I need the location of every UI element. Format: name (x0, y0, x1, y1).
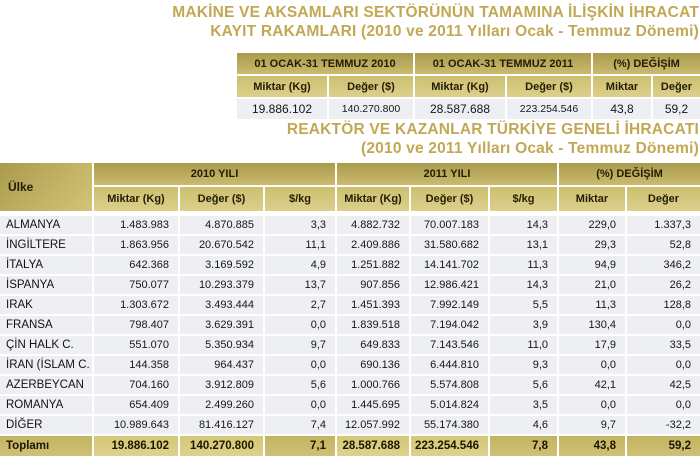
table-row (0, 296, 700, 314)
country-cell: ROMANYA (0, 396, 92, 414)
country-export-table-header (0, 163, 700, 211)
column-header-deger-2011: Değer ($) (507, 76, 591, 97)
column-header-miktar-change: Miktar (593, 76, 651, 97)
total-value-cell: 7,8 (490, 436, 557, 456)
country-export-table-body (0, 216, 700, 434)
country-cell: FRANSA (0, 316, 92, 334)
value-cell: 42,1 (559, 376, 625, 394)
table-row (0, 396, 700, 414)
column-header-miktar-2010: Miktar (Kg) (94, 187, 178, 211)
value-cell: 551.070 (94, 336, 178, 354)
column-header-deger-2010: Değer ($) (180, 187, 263, 211)
value-cell: 0,0 (559, 356, 625, 374)
value-cell: 649.833 (337, 336, 409, 354)
value-cell: 346,2 (627, 256, 700, 274)
column-group-2010: 01 OCAK-31 TEMMUZ 2010 (237, 53, 413, 74)
value-cell: 223.254.546 (507, 99, 591, 119)
value-cell: 1.451.393 (337, 296, 409, 314)
total-row (0, 436, 700, 456)
column-header-miktar-2010: Miktar (Kg) (237, 76, 327, 97)
value-cell: 55.174.380 (411, 416, 488, 434)
value-cell: 0,0 (265, 356, 335, 374)
column-header-unitprice-2011: $/kg (490, 187, 557, 211)
country-cell: ALMANYA (0, 216, 92, 234)
column-header-deger-2010: Değer ($) (329, 76, 413, 97)
total-value-cell: 223.254.546 (411, 436, 488, 456)
column-header-unitprice-2010: $/kg (265, 187, 335, 211)
country-cell: İNGİLTERE (0, 236, 92, 254)
value-cell: 5,5 (490, 296, 557, 314)
value-cell: 13,1 (490, 236, 557, 254)
total-label: Toplamı (0, 436, 92, 456)
value-cell: 10.989.643 (94, 416, 178, 434)
country-cell: AZERBEYCAN (0, 376, 92, 394)
value-cell: 43,8 (593, 99, 651, 119)
value-cell: 52,8 (627, 236, 700, 254)
value-cell: 5.014.824 (411, 396, 488, 414)
value-cell: 29,3 (559, 236, 625, 254)
value-cell: 144.358 (94, 356, 178, 374)
country-cell: DİĞER (0, 416, 92, 434)
value-cell: 2.499.260 (180, 396, 263, 414)
column-group-2011: 2011 YILI (337, 163, 557, 185)
value-cell: 690.136 (337, 356, 409, 374)
value-cell: 1.863.956 (94, 236, 178, 254)
value-cell: 14.141.702 (411, 256, 488, 274)
value-cell: 9,3 (490, 356, 557, 374)
value-cell: 3,5 (490, 396, 557, 414)
country-cell: ÇİN HALK C. (0, 336, 92, 354)
column-header-deger-change: Değer (653, 76, 700, 97)
value-cell: 7,4 (265, 416, 335, 434)
value-cell: 4.870.885 (180, 216, 263, 234)
value-cell: 907.856 (337, 276, 409, 294)
table-row (0, 376, 700, 394)
value-cell: 94,9 (559, 256, 625, 274)
value-cell: 0,0 (559, 396, 625, 414)
country-cell: İRAN (İSLAM C. (0, 356, 92, 374)
column-header-miktar-2011: Miktar (Kg) (415, 76, 505, 97)
table-row (0, 276, 700, 294)
value-cell: -32,2 (627, 416, 700, 434)
value-cell: 0,0 (265, 316, 335, 334)
value-cell: 7.992.149 (411, 296, 488, 314)
value-cell: 11,3 (490, 256, 557, 274)
table-row (0, 356, 700, 374)
value-cell: 1.839.518 (337, 316, 409, 334)
value-cell: 6.444.810 (411, 356, 488, 374)
table-row (0, 316, 700, 334)
table-row (0, 236, 700, 254)
value-cell: 0,0 (627, 356, 700, 374)
value-cell: 81.416.127 (180, 416, 263, 434)
total-value-cell: 7,1 (265, 436, 335, 456)
column-header-deger-2011: Değer ($) (411, 187, 488, 211)
value-cell: 1.303.672 (94, 296, 178, 314)
value-cell: 4.882.732 (337, 216, 409, 234)
value-cell: 128,8 (627, 296, 700, 314)
value-cell: 3,9 (490, 316, 557, 334)
column-header-miktar-change: Miktar (559, 187, 625, 211)
value-cell: 3.493.444 (180, 296, 263, 314)
value-cell: 2.409.886 (337, 236, 409, 254)
value-cell: 0,0 (627, 396, 700, 414)
value-cell: 0,0 (265, 396, 335, 414)
table1-title (172, 3, 699, 41)
value-cell: 10.293.379 (180, 276, 263, 294)
column-group-2010: 2010 YILI (94, 163, 335, 185)
value-cell: 28.587.688 (415, 99, 505, 119)
total-value-cell: 140.270.800 (180, 436, 263, 456)
table2-title (287, 120, 699, 158)
column-group-2011: 01 OCAK-31 TEMMUZ 2011 (415, 53, 591, 74)
country-cell: IRAK (0, 296, 92, 314)
value-cell: 798.407 (94, 316, 178, 334)
value-cell: 33,5 (627, 336, 700, 354)
value-cell: 1.000.766 (337, 376, 409, 394)
table2-title-line2: (2010 ve 2011 Yılları Ocak - Temmuz Dönemi) (361, 140, 699, 157)
total-value-cell: 43,8 (559, 436, 625, 456)
value-cell: 9,7 (265, 336, 335, 354)
value-cell: 19.886.102 (237, 99, 327, 119)
country-export-table (0, 163, 700, 458)
country-cell: İTALYA (0, 256, 92, 274)
value-cell: 4,6 (490, 416, 557, 434)
value-cell: 1.483.983 (94, 216, 178, 234)
sector-total-table-header (237, 53, 700, 97)
value-cell: 654.409 (94, 396, 178, 414)
table-row (0, 216, 700, 234)
value-cell: 3.912.809 (180, 376, 263, 394)
column-header-deger-change: Değer (627, 187, 700, 211)
value-cell: 17,9 (559, 336, 625, 354)
value-cell: 13,7 (265, 276, 335, 294)
value-cell: 14,3 (490, 216, 557, 234)
column-group-change: (%) DEĞİŞİM (559, 163, 700, 185)
value-cell: 0,0 (627, 316, 700, 334)
value-cell: 7.194.042 (411, 316, 488, 334)
column-header-country: Ülke (0, 163, 92, 211)
table-row (0, 416, 700, 434)
table2-title-line1: REAKTÖR VE KAZANLAR TÜRKİYE GENELİ İHRACATI (286, 121, 699, 138)
table-row (0, 256, 700, 274)
value-cell: 12.986.421 (411, 276, 488, 294)
total-value-cell: 19.886.102 (94, 436, 178, 456)
value-cell: 20.670.542 (180, 236, 263, 254)
table1-title-line1: MAKİNE VE AKSAMLARI SEKTÖRÜNÜN TAMAMINA İLİŞKİN İHRACAT (172, 4, 699, 21)
value-cell: 1.337,3 (627, 216, 700, 234)
value-cell: 642.368 (94, 256, 178, 274)
value-cell: 750.077 (94, 276, 178, 294)
sector-total-table (237, 53, 700, 119)
total-value-cell: 28.587.688 (337, 436, 409, 456)
table1-title-line2: KAYIT RAKAMLARI (2010 ve 2011 Yılları Ocak - Temmuz Dönemi) (210, 23, 699, 40)
value-cell: 21,0 (559, 276, 625, 294)
value-cell: 5,6 (490, 376, 557, 394)
value-cell: 11,1 (265, 236, 335, 254)
value-cell: 4,9 (265, 256, 335, 274)
value-cell: 964.437 (180, 356, 263, 374)
value-cell: 5.574.808 (411, 376, 488, 394)
value-cell: 704.160 (94, 376, 178, 394)
value-cell: 14,3 (490, 276, 557, 294)
value-cell: 1.251.882 (337, 256, 409, 274)
value-cell: 3.169.592 (180, 256, 263, 274)
total-value-cell: 59,2 (627, 436, 700, 456)
value-cell: 42,5 (627, 376, 700, 394)
sector-total-row (237, 99, 700, 119)
value-cell: 9,7 (559, 416, 625, 434)
value-cell: 3,3 (265, 216, 335, 234)
value-cell: 26,2 (627, 276, 700, 294)
value-cell: 130,4 (559, 316, 625, 334)
value-cell: 59,2 (653, 99, 700, 119)
value-cell: 11,3 (559, 296, 625, 314)
value-cell: 31.580.682 (411, 236, 488, 254)
table-row (0, 336, 700, 354)
value-cell: 229,0 (559, 216, 625, 234)
column-group-change: (%) DEĞİŞİM (593, 53, 700, 74)
country-cell: İSPANYA (0, 276, 92, 294)
value-cell: 5.350.934 (180, 336, 263, 354)
value-cell: 70.007.183 (411, 216, 488, 234)
value-cell: 12.057.992 (337, 416, 409, 434)
value-cell: 2,7 (265, 296, 335, 314)
value-cell: 5,6 (265, 376, 335, 394)
value-cell: 11,0 (490, 336, 557, 354)
value-cell: 1.445.695 (337, 396, 409, 414)
value-cell: 140.270.800 (329, 99, 413, 119)
value-cell: 3.629.391 (180, 316, 263, 334)
column-header-miktar-2011: Miktar (Kg) (337, 187, 409, 211)
value-cell: 7.143.546 (411, 336, 488, 354)
